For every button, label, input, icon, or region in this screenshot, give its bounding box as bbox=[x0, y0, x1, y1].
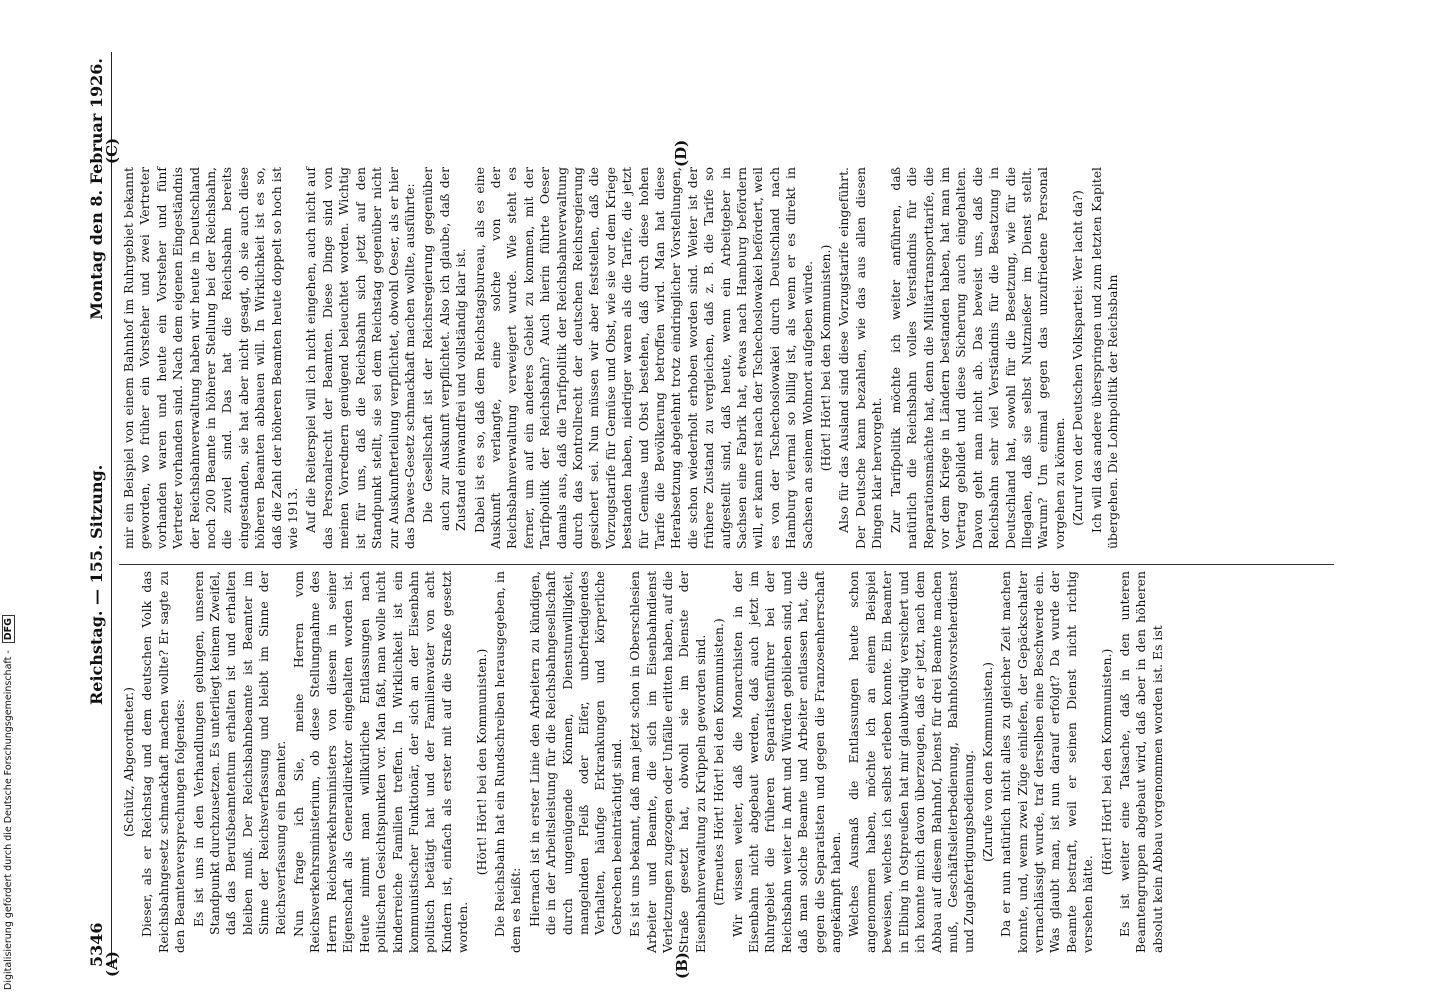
quote: Die Gesellschaft ist der Reichsregierung gegenüber auch zur Auskunft verpflichtet. Also ich glaube, daß der Zustand einwandfrei und vollständig klar ist. bbox=[420, 167, 469, 531]
paragraph: mir ein Beispiel von einem Bahnhof im Ruhrgebiet bekannt geworden, wo früher ein Vorsteher und zwei Vertreter vorhanden waren und heute ein Vorsteher und fünf Vertreter vorhanden sind. Nach dem eigenen Eingeständnis der Reichsbahnverwaltung haben wir heute in Deutschland noch 200 Beamte in höherer Stellung bei der Reichsbahn, die zuviel sind. Das hat die Reichsbahn bereits eingestanden, sie hat aber nicht gesagt, ob sie auch diese höheren Beamten abbauen will. In Wirklichkeit ist es so, daß die Zahl der höheren Beamten heute doppelt so hoch ist wie 1913. bbox=[121, 167, 301, 549]
paragraph: Welches Ausmaß die Entlassungen heute schon angenommen haben, möchte ich an einem Beispiel beweisen, welches ich selbst erleben konnte. Ein Beamter in Elbing in Ostpreußen hat mir glaubwürdig versichert und ich konnte mich davon überzeugen, daß er jetzt, nach dem Abbau auf diesem Bahnhof, Dienst für drei Beamte machen muß, Geschäftsleiterbedienung, Bahnhofsvorsteherdienst und Zugabfertigungsbedienung. bbox=[846, 571, 977, 953]
paragraph: Wir wissen weiter, daß die Monarchisten in der Eisenbahn nicht abgebaut werden, daß auch jetzt im Ruhrgebiet die früheren Separatistenführer bei der Reichsbahn weiter in Amt und Würden geblieben sind, und daß man solche Beamte und Arbeiter entlassen hat, die gegen die Separatisten und gegen die Franzosenherrschaft angekämpft haben. bbox=[729, 571, 844, 953]
session-date: Montag den 8. Februar 1926. bbox=[87, 58, 106, 320]
margin-marker-c: (C) bbox=[103, 137, 121, 164]
paragraph: Es ist weiter eine Tatsache, daß in den unteren Beamtengruppen abgebaut wird, daß aber in den höheren absolut kein Abbau vorgenommen worden ist. Es ist bbox=[1116, 571, 1165, 953]
paragraph: Die Reichsbahn hat ein Rundschreiben herausgegeben, in dem es heißt: bbox=[491, 571, 524, 953]
column-separator bbox=[119, 564, 1334, 565]
paragraph: Zur Tarifpolitik möchte ich weiter anführen, daß natürlich die Reichsbahn volles Verständnis für die Reparationsmächte hat, denn die Militärtransporttarife, die vor dem Kriege in Ländern bestanden haben, hat man im Vertrag gebildet und diese Sicherung auch eingehalten. Davon geht man nicht ab. Das beweist uns, daß die Reichsbahn sehr viel Verständnis für die Besatzung in Deutschland hat, sowohl für die Besetzung, wie für die Illegalen, daß sie selbst Nutznießer im Dienst stellt. Warum? Um einmal gegen das unzufriedene Personal vorgehen zu können. bbox=[887, 167, 1067, 549]
paragraph: Es ist uns bekannt, daß man jetzt schon in Oberschlesien Arbeiter und Beamte, die sich im Eisenbahndienst Verletzungen zugezogen oder Unfälle erlitten haben, auf die Straße gesetzt hat, obwohl sie im Dienste der Eisenbahnverwaltung zu Krüppeln geworden sind. bbox=[627, 571, 708, 953]
digitization-credit bbox=[2, 590, 15, 990]
page-number: 5346 bbox=[87, 922, 106, 967]
paragraph: Nun frage ich Sie, meine Herren vom Reichsverkehrsministerium, ob diese Stellungnahme des Herrn Reichsverkehrsministers von diesem in seiner Eigenschaft als Generaldirektor eingehalten worden ist. Heute nimmt man willkürliche Entlassungen nach politischen Gesichtspunkten vor. Man faßt, man wolle nicht kinderreiche Familien treffen. In Wirklichkeit ist ein kommunistischer Funktionär, der sich an der Eisenbahn politisch betätigt hat und der Familienvater von acht Kindern ist, einfach als erster mit auf die Straße gesetzt worden. bbox=[291, 571, 471, 953]
margin-marker-d: (D) bbox=[672, 139, 690, 167]
rotated-page bbox=[85, 52, 1340, 979]
paragraph: Dabei ist es so, daß dem Reichstagsbureau, als es eine Auskunft verlangte, eine solche von der Reichsbahnverwaltung verweigert wurde. Wie steht es ferner, um auf ein anderes Gebiet zu kommen, mit der Tarifpolitik der Reichsbahn? Auch hierin führte Oeser damals aus, daß die Tarifpolitik der Reichsbahnverwaltung durch das Kontrollrecht der deutschen Reichsregierung gesichert sei. Nun müssen wir aber feststellen, daß die Vorzugstarife für Gemüse und Obst, wie sie vor dem Kriege bestanden haben, niedriger waren als die Tarife, die jetzt für Gemüse und Obst bestehen, daß durch diese hohen Tarife die Bevölkerung betroffen wird. Man hat diese Herabsetzung abgelehnt trotz eindringlicher Vorstellungen, die schon wiederholt erhoben worden sind. Weiter ist der frühere Zustand zu vergleichen, daß z. B. die Tarife so aufgestellt sind, daß heute, wenn ein Arbeitgeber in Sachsen eine Fabrik hat, etwas nach Hamburg befördern will, er kann erst nach der Tschechoslowakei befördert, weil es von der Tschechoslowakei durch Deutschland nach Hamburg viermal so billig ist, als wenn er es direkt in Sachsen an seinem Wohnort aufgeben würde. bbox=[471, 167, 815, 549]
margin-marker-b: (B) bbox=[673, 952, 691, 979]
margin-marker-a: (A) bbox=[103, 951, 121, 977]
paragraph: Auf die Reiterspiel will ich nicht eingehen, auch nicht auf das Personalrecht der Beamten. Diese Dinge sind von meinen Vorrednern genügend beleuchtet worden. Wichtig ist für uns, daß die Reichsbahn sich jetzt auf den Standpunkt stellt, sie sei dem Reichstag gegenüber nicht zur Auskunfterteilung verpflichtet, obwohl Oeser, als er hier das Dawes-Gesetz schmackhaft machen wollte, ausführte: bbox=[303, 167, 417, 549]
paragraph: Also für das Ausland sind diese Vorzugstarife eingeführt. Der Deutsche kann bezahlen, wie das aus allen diesen Dingen klar hervorgeht. bbox=[836, 167, 885, 549]
interjection: (Erneutes Hört! Hört! bei den Kommunisten.) bbox=[711, 618, 727, 906]
credit-text: Digitalisierung gefördert durch die Deutsche Forschungsgemeinschaft - bbox=[3, 650, 14, 990]
paragraph: Da er nun natürlich nicht alles zu gleicher Zeit machen konnte, und, wenn zwei Züge einliefen, der Gepäckschalter vernachlässigt wurde, traf derselben eine Beschwerde ein. Was glaubt man, ist nun darauf erfolgt? Da wurde der Beamte bestraft, weil er seinen Dienst nicht richtig versehen hätte. bbox=[998, 571, 1096, 953]
session-title: Reichstag. — 155. Sitzung. bbox=[87, 464, 106, 705]
interjection: (Hört! Hört! bei den Kommunisten.) bbox=[818, 244, 834, 472]
interjection: (Zurufe von den Kommunisten.) bbox=[979, 662, 995, 862]
quote: Es ist uns in den Verhandlungen gelungen, unseren Standpunkt durchzusetzen. Es unterliegt keinem Zweifel, daß das Berufsbeamtentum erhalten ist und erhalten bleiben muß. Der Reichsbahnbeamte ist Beamter im Sinne der Reichsverfassung und bleibt im Sinne der Reichsverfassung ein Beamter. bbox=[190, 571, 288, 935]
dfg-logo: DFG bbox=[2, 615, 15, 643]
quote: Hiernach ist in erster Linie den Arbeitern zu kündigen, die in der Arbeitsleistung für die Reichsbahngesellschaft durch ungenügende Können, Dienstunwilligkeit, mangelnden Fleiß oder Eifer, unbefriedigendes Verhalten, häufige Erkrankungen und körperliche Gebrechen beeinträchtigt sind. bbox=[526, 571, 624, 935]
right-column bbox=[121, 167, 1123, 549]
interjection: (Hört! Hört! bei den Kommunisten.) bbox=[1098, 648, 1114, 876]
interjection: (Hört! Hört! bei den Kommunisten.) bbox=[473, 648, 489, 876]
left-column bbox=[121, 571, 1168, 953]
paragraph: Ich will das andere überspringen und zum letzten Kapitel übergehen. Die Lohnpolitik der Reichsbahn bbox=[1088, 167, 1120, 549]
speaker-line: (Schütz, Abgeordneter.) bbox=[121, 686, 136, 838]
page-header bbox=[85, 52, 112, 967]
interjection: (Zuruf von der Deutschen Volkspartei: Wer lacht da?) bbox=[1070, 190, 1086, 526]
paragraph: Dieser, als er Reichstag und dem deutschen Volk das Reichsbahngesetz schmackhaft machen wollte? Er sagte zu den Beamtenversprechungen folgendes: bbox=[139, 571, 188, 953]
